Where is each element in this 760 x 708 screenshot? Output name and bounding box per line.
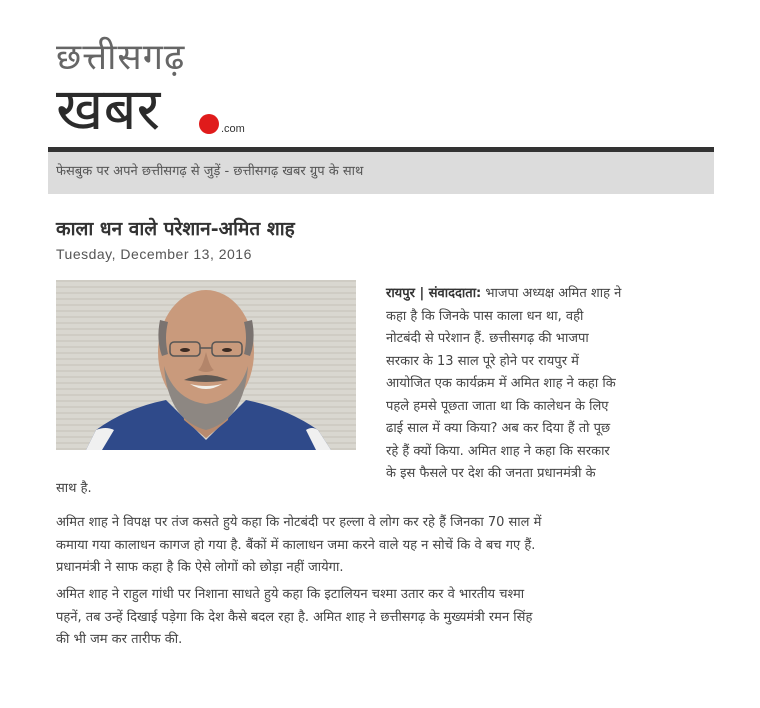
article-paragraph-2 [56, 584, 716, 652]
article-paragraph-1 [56, 512, 716, 580]
paragraph-line: की भी जम कर तारीफ की. [56, 632, 183, 647]
facebook-banner-link[interactable]: फेसबुक पर अपने छत्तीसगढ़ से जुड़ें - छत्तीसगढ़ खबर ग्रुप के साथ [56, 164, 364, 179]
lead-line: के इस फैसले पर देश की जनता प्रधानमंत्री के [386, 466, 596, 481]
lead-continuation: साथ है. [56, 481, 92, 496]
facebook-group-banner[interactable] [48, 147, 714, 194]
lead-line: रहे हैं क्यों किया. अमित शाह ने कहा कि सरकार [386, 443, 610, 459]
lead-line: सरकार के 13 साल पूरे होने पर रायपुर में [386, 353, 579, 369]
lead-line-text: भाजपा अध्यक्ष अमित शाह ने [481, 286, 622, 301]
article-lead [386, 283, 698, 486]
site-logo[interactable] [56, 37, 256, 143]
lead-line: आयोजित एक कार्यक्रम में अमित शाह ने कहा कि [386, 376, 616, 391]
lead-line: पहले हमसे पूछता जाता था कि कालेधन के लिए [386, 398, 609, 414]
lead-line: नोटबंदी से परेशान हैं. छत्तीसगढ़ की भाजपा [386, 331, 589, 346]
lead-line [386, 283, 698, 306]
logo-line-1: छत्तीसगढ़ [56, 37, 186, 78]
article-date: Tuesday, December 13, 2016 [56, 246, 252, 262]
lead-line: कहा है कि जिनके पास काला धन था, वही [386, 308, 584, 324]
article-photo [56, 280, 356, 450]
paragraph-line: प्रधानमंत्री ने साफ कहा है कि ऐसे लोगों को छोड़ा नहीं जायेगा. [56, 560, 344, 575]
article-dateline: रायपुर | संवाददाता: [386, 286, 482, 301]
paragraph-line: अमित शाह ने विपक्ष पर तंज कसते हुये कहा कि नोटबंदी पर हल्ला वे लोग कर रहे हैं जिनका 70 साल में [56, 515, 542, 530]
article-title: काला धन वाले परेशान-अमित शाह [56, 218, 295, 240]
logo-suffix: .com [221, 123, 245, 135]
paragraph-line: अमित शाह ने राहुल गांधी पर निशाना साधते हुये कहा कि इटालियन चश्मा उतार कर वे भारतीय चश्मा [56, 587, 525, 602]
lead-line: ढाई साल में क्या किया? अब कर दिया हैं तो पूछ [386, 421, 611, 436]
portrait-illustration [56, 280, 356, 450]
paragraph-line: कमाया गया कालाधन कागज हो गया है. बैंकों में कालाधन जमा करने वाले यह न सोचें कि वे बच गए हैं. [56, 537, 536, 553]
paragraph-line: पहनें, तब उन्हें दिखाई पड़ेगा कि देश कैसे बदल रहा है. अमित शाह ने छत्तीसगढ़ के मुख्यमंत्री रमन सिंह [56, 609, 533, 625]
logo-line-2: खबर [56, 75, 161, 143]
logo-red-dot-icon [199, 114, 219, 134]
